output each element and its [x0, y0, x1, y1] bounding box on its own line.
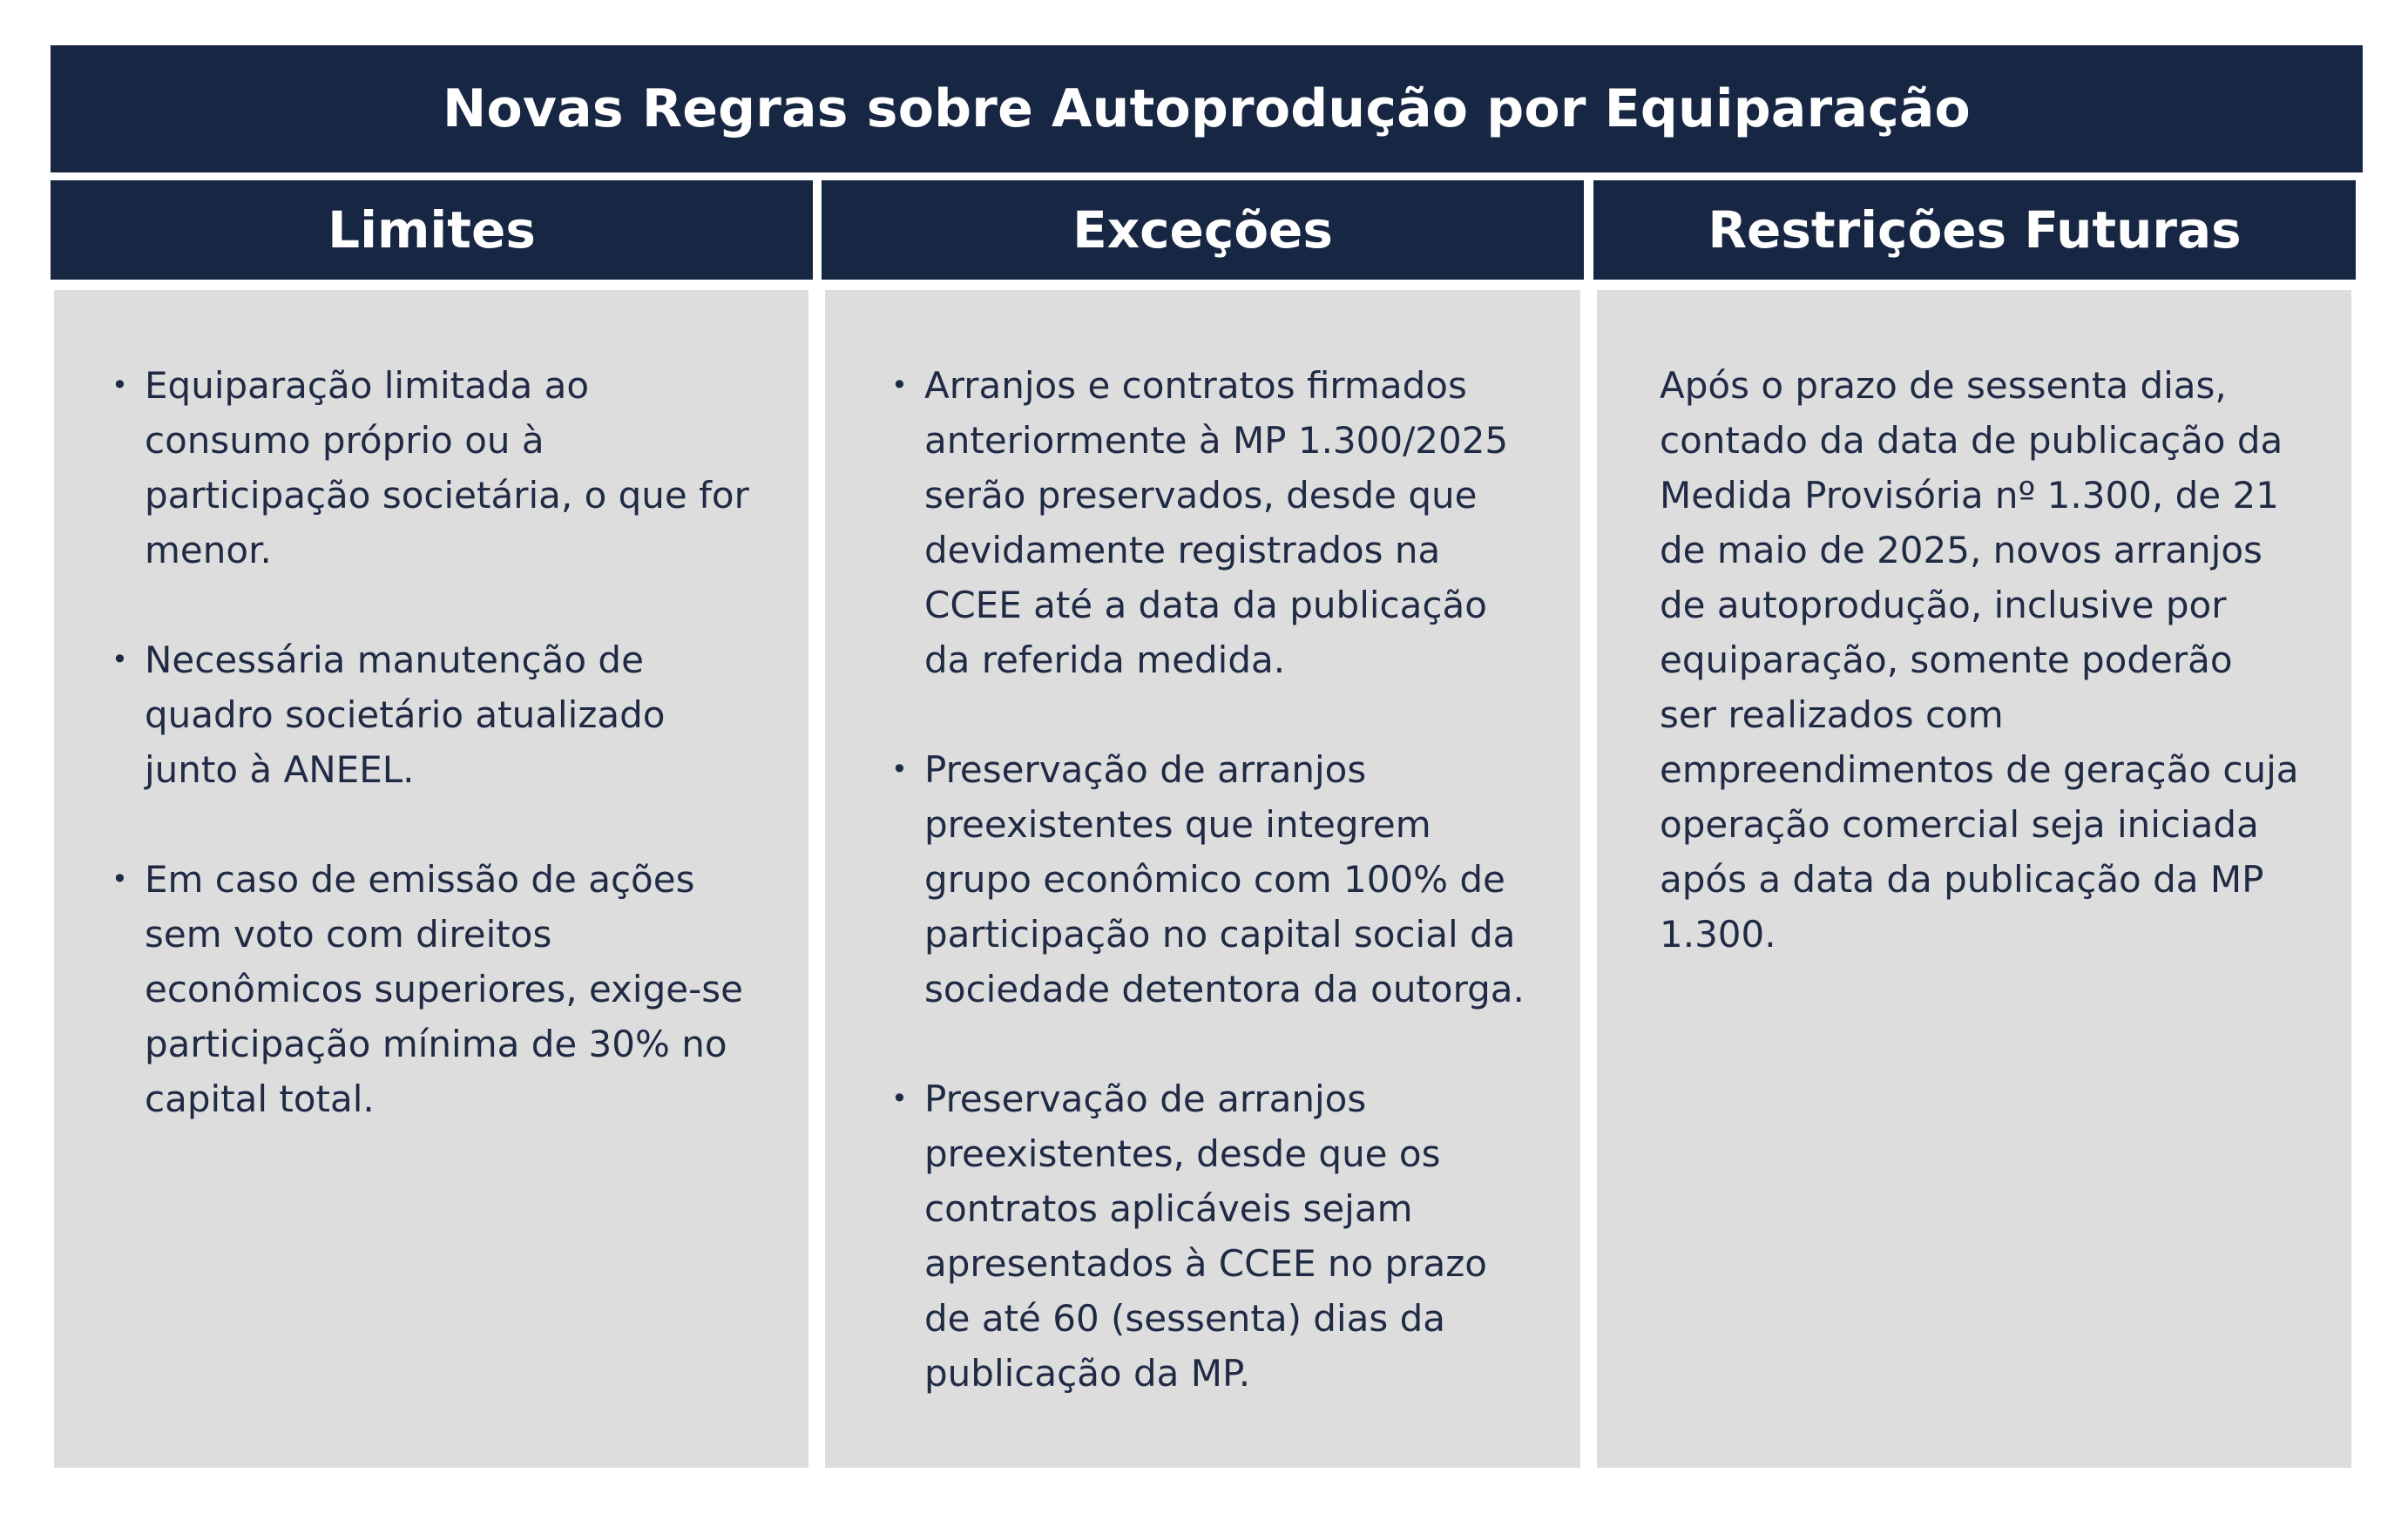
bullet-list: [112, 358, 756, 1126]
bullet-icon: •: [112, 862, 128, 895]
bullet-icon: •: [891, 1082, 908, 1115]
column-header-limites: Limites: [51, 180, 813, 280]
list-item: [112, 852, 756, 1126]
bullet-list: [891, 358, 1528, 1401]
list-item-text: Equiparação limitada ao consumo próprio ou à participação societária, o que for menor.: [145, 364, 749, 571]
list-item-text: Arranjos e contratos firmados anteriormente à MP 1.300/2025 serão preservados, desde que devidamente registrados na CCEE até a data da publicação da referida medida.: [924, 364, 1509, 681]
restricoes-paragraph: Após o prazo de sessenta dias, contado da data de publicação da Medida Provisória nº 1.300, de 21 de maio de 2025, novos arranjos de autoprodução, inclusive por equiparação, somente poderão ser realizados com empreendimentos de geração cuja operação comercial seja iniciada após a data da publicação da MP 1.300.: [1660, 364, 2299, 956]
list-item: [112, 358, 756, 578]
column-body-limites: [54, 290, 808, 1468]
bullet-icon: •: [112, 368, 128, 402]
list-item-text: Necessária manutenção de quadro societário atualizado junto à ANEEL.: [145, 639, 666, 791]
page-title: Novas Regras sobre Autoprodução por Equiparação: [51, 45, 2363, 172]
list-item-text: Preservação de arranjos preexistentes, desde que os contratos aplicáveis sejam apresentados à CCEE no prazo de até 60 (sessenta) dias da publicação da MP.: [924, 1078, 1487, 1395]
bullet-icon: •: [891, 753, 908, 786]
list-item: [891, 1071, 1528, 1401]
bullet-icon: •: [112, 643, 128, 676]
bullet-icon: •: [891, 368, 908, 402]
list-item: [891, 358, 1528, 687]
list-item: [891, 742, 1528, 1017]
list-item: [112, 632, 756, 797]
column-body-restricoes-futuras: [1597, 290, 2351, 1468]
list-item-text: Em caso de emissão de ações sem voto com direitos econômicos superiores, exige-se participação mínima de 30% no capital total.: [145, 858, 743, 1120]
column-body-excecoes: [825, 290, 1580, 1468]
column-header-restricoes-futuras: Restrições Futuras: [1593, 180, 2356, 280]
column-header-excecoes: Exceções: [822, 180, 1584, 280]
list-item-text: Preservação de arranjos preexistentes que integrem grupo econômico com 100% de participação no capital social da sociedade detentora da outorga.: [924, 748, 1525, 1010]
